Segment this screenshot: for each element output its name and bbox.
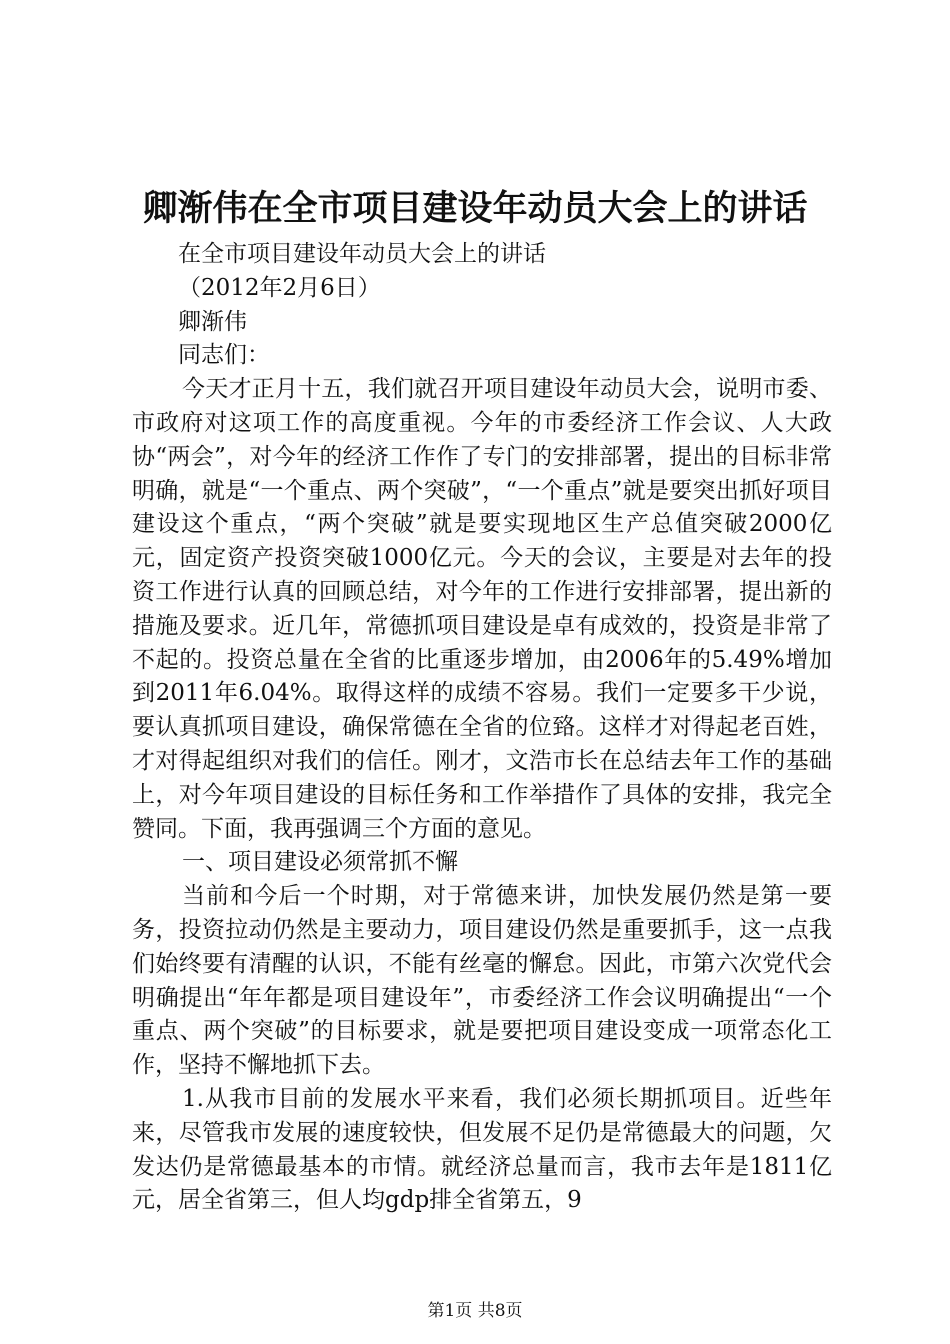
section-heading-1: 一、项目建设必须常抓不懈 <box>182 849 458 876</box>
document-subtitle: 在全市项目建设年动员大会上的讲话 <box>178 241 546 267</box>
document-date: （2012年2月6日） <box>178 274 381 301</box>
speaker-name: 卿渐伟 <box>178 308 247 335</box>
paragraph-opening: 今天才正月十五，我们就召开项目建设年动员大会，说明市委、市政府对这项工作的高度重视。今年的市委经济工作会议、人大政协“两会”，对今年的经济工作作了专门的安排部署，提出的目标非常明确，就是“一个重点、两个突破”，“一个重点”就是要突出抓好项目建设这个重点，“两个突破”就是要实现地区生产总值突破2000亿元，固定资产投资突破1000亿元。今天的会议，主要是对去年的投资工作进行认真的回顾总结，对今年的工作进行安排部署，提出新的措施及要求。近几年，常德抓项目建设是卓有成效的，投资是非常了不起的。投资总量在全省的比重逐步增加，由2006年的5.49%增加到2011年6.04%。取得这样的成绩不容易。我们一定要多干少说，要认真抓项目建设，确保常德在全省的位臵。这样才对得起老百姓，才对得起组织对我们的信任。刚才，文浩市长在总结去年工作的基础上，对今年项目建设的目标任务和工作举措作了具体的安排，我完全赞同。下面，我再强调三个方面的意见。 <box>132 376 832 842</box>
paragraph-section-1: 当前和今后一个时期，对于常德来讲，加快发展仍然是第一要务，投资拉动仍然是主要动力，项目建设仍然是重要抓手，这一点我们始终要有清醒的认识，不能有丝毫的懈怠。因此，市第六次党代会明确提出“年年都是项目建设年”，市委经济工作会议明确提出“一个重点、两个突破”的目标要求，就是要把项目建设变成一项常态化工作，坚持不懈地抓下去。 <box>132 883 832 1079</box>
salutation: 同志们： <box>178 342 270 369</box>
page-footer: 第1页 共8页 <box>427 1301 523 1321</box>
document-body <box>132 238 832 1218</box>
document-title: 卿渐伟在全市项目建设年动员大会上的讲话 <box>142 188 808 229</box>
paragraph-point-1: 1.从我市目前的发展水平来看，我们必须长期抓项目。近些年来，尽管我市发展的速度较快，但发展不足仍是常德最大的问题，欠发达仍是常德最基本的市情。就经济总量而言，我市去年是1811亿元，居全省第三，但人均gdp排全省第五，9 <box>132 1085 832 1214</box>
